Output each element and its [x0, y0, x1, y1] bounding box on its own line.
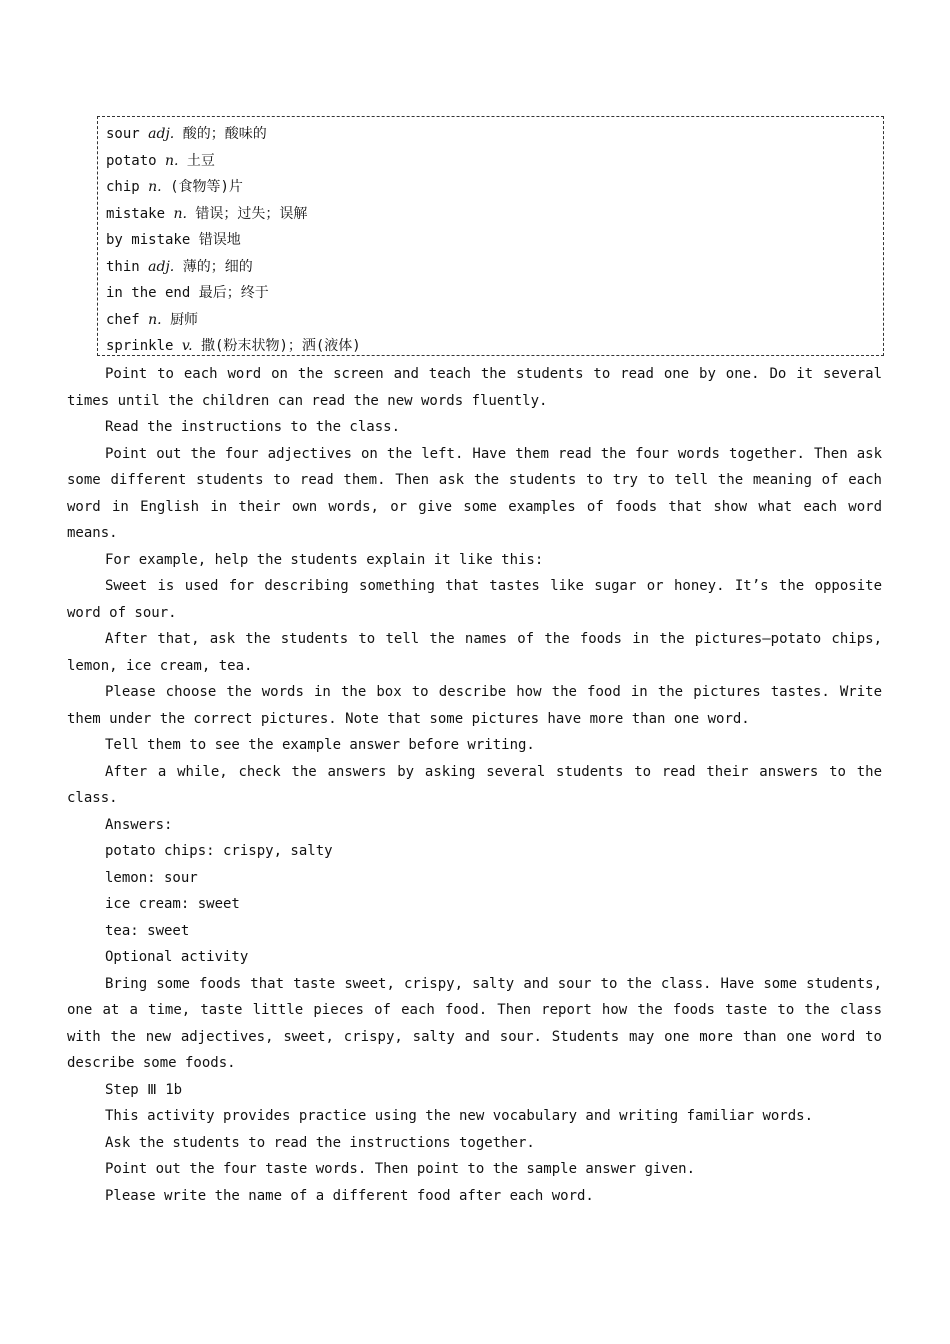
optional-activity-text: Bring some foods that taste sweet, crispy, salty and sour to the class. Have some students, one at a time, taste little pieces of each food. Then report how the foods taste to the class with the new adjectives, sweet, crispy, salty and sour. Students may one more than one word to describe some foods. [67, 975, 882, 1071]
vocab-entry: chef n. 厨师 [106, 311, 199, 328]
paragraph: Point to each word on the screen and teach the students to read one by one. Do it several times until the children can read the new words fluently. [67, 366, 882, 409]
paragraph: Tell them to see the example answer before writing. [105, 737, 535, 753]
step-line: Point out the four taste words. Then point to the sample answer given. [105, 1161, 696, 1177]
step-line: Ask the students to read the instructions together. [105, 1134, 535, 1151]
vocabulary-box [97, 116, 884, 356]
step-heading: Step Ⅲ 1b [105, 1081, 183, 1098]
vocab-entry: chip n. (食物等)片 [106, 179, 243, 195]
answers-heading: Answers: [105, 816, 173, 833]
vocab-entry: potato n. 土豆 [106, 152, 215, 169]
answer-item: lemon: sour [105, 869, 198, 886]
step-line: Please write the name of a different food after each word. [105, 1187, 594, 1204]
paragraph: After that, ask the students to tell the names of the foods in the pictures—potato chips, lemon, ice cream, tea. [67, 631, 882, 674]
paragraph: Please choose the words in the box to describe how the food in the pictures tastes. Write them under the correct pictures. Note that some pictures have more than one word. [67, 684, 882, 727]
paragraph: For example, help the students explain it like this: [105, 551, 544, 568]
answer-item: potato chips: crispy, salty [105, 843, 333, 859]
vocab-entry: sprinkle v. 撒(粉末状物)；洒(液体) [106, 338, 361, 354]
vocab-entry: by mistake 错误地 [106, 232, 241, 248]
vocab-entry: mistake n. 错误；过失；误解 [106, 205, 308, 222]
paragraph: Sweet is used for describing something that tastes like sugar or honey. It’s the opposite word of sour. [67, 578, 882, 621]
optional-activity-heading: Optional activity [105, 949, 249, 965]
vocab-entry: sour adj. 酸的；酸味的 [106, 126, 267, 142]
answer-item: ice cream: sweet [105, 896, 240, 912]
paragraph: Point out the four adjectives on the left. Have them read the four words together. Then ask some different students to read them. Then ask the students to try to tell the meaning of each word in English in their own words, or give some examples of foods that show what each word means. [67, 445, 882, 541]
step-line: This activity provides practice using the new vocabulary and writing familiar words. [105, 1108, 814, 1124]
vocab-entry: in the end 最后；终于 [106, 285, 269, 301]
answer-item: tea: sweet [105, 922, 190, 939]
paragraph: Read the instructions to the class. [105, 419, 401, 435]
paragraph: After a while, check the answers by asking several students to read their answers to the class. [67, 763, 882, 806]
vocab-entry: thin adj. 薄的；细的 [106, 258, 253, 275]
body-text [67, 361, 882, 1209]
